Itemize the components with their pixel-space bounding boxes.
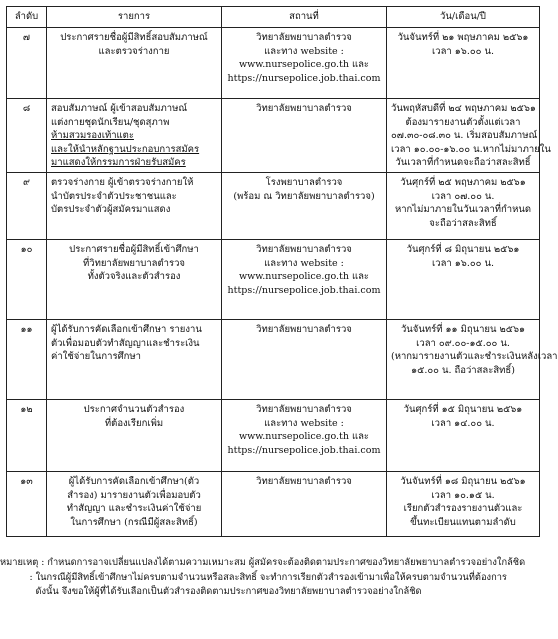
item-line: ห้ามสวมรองเท้าแตะ: [51, 130, 134, 142]
row-place: [222, 99, 387, 173]
row-number: ๑๓: [7, 472, 47, 537]
place-line: วิทยาลัยพยาบาลตำรวจ: [256, 32, 352, 43]
item-line: บัตรประจำตัวผู้สมัครมาแสดง: [51, 204, 171, 216]
date-line: เวลา ๑๐.๐๐-๑๖.๐๐ น.หากไม่มาภายใน: [391, 143, 551, 155]
date-line: (หากมารายงานตัวและชำระเงินหลังเวลา: [391, 351, 558, 363]
row-item: [47, 99, 222, 173]
item-line: ค่าใช้จ่ายในการศึกษา: [51, 351, 141, 363]
item-line: ตัวเพื่อมอบตัวทำสัญญาและชำระเงิน: [51, 337, 200, 349]
date-line: เวลา ๐๙.๐๐-๑๕.๐๐ น.: [416, 337, 510, 349]
row-item: [47, 472, 222, 537]
item-line: ทั้งตัวจริงและตัวสำรอง: [87, 271, 181, 283]
place-line: www.nursepolice.go.th และ: [238, 271, 370, 283]
schedule-table: [6, 6, 558, 537]
row-number: ๙: [7, 173, 47, 240]
date-line: วันพฤหัสบดีที่ ๒๔ พฤษภาคม ๒๕๖๑: [391, 103, 536, 114]
item-line: และให้นำหลักฐานประกอบการสมัคร: [51, 143, 200, 155]
remarks: [0, 556, 547, 600]
place-line: www.nursepolice.go.th และ: [238, 59, 370, 71]
row-item: [47, 173, 222, 240]
date-line: วันเวลาที่กำหนดจะถือว่าสละสิทธิ์: [395, 157, 531, 169]
row-place: [222, 28, 387, 99]
date-line: วันศุกร์ที่ ๘ มิถุนายน ๒๕๖๑: [406, 244, 520, 255]
place-line: https://nursepolice.job.thai.com: [227, 284, 381, 296]
date-line: เวลา ๑๔.๐๐ น.: [431, 417, 495, 429]
row-number: ๑๑: [7, 320, 47, 400]
header-date: วัน/เดือน/ปี: [387, 7, 540, 28]
row-date: [387, 173, 540, 240]
table-row: [7, 400, 540, 472]
date-line: ต้องมารายงานตัวตั้งแต่เวลา: [405, 116, 521, 128]
date-line: เวลา ๐๗.๐๐ น.: [431, 190, 495, 202]
row-date: [387, 320, 558, 400]
place-line: วิทยาลัยพยาบาลตำรวจ: [256, 324, 352, 335]
row-number: ๗: [7, 28, 47, 99]
table-row: [7, 472, 540, 537]
item-line: สำรอง) มารายงานตัวเพื่อมอบตัว: [67, 489, 201, 501]
row-number: ๑๒: [7, 400, 47, 472]
place-line: และทาง website :: [264, 257, 344, 269]
row-item: [47, 28, 222, 99]
item-line: ผู้ได้รับการคัดเลือกเข้าศึกษา รายงาน: [51, 324, 202, 335]
table-row: [7, 28, 540, 99]
table-row: [7, 240, 540, 320]
row-date: [387, 400, 540, 472]
item-line: สอบสัมภาษณ์ ผู้เข้าสอบสัมภาษณ์: [51, 103, 188, 114]
row-place: [222, 472, 387, 537]
date-line: วันศุกร์ที่ ๑๕ มิถุนายน ๒๕๖๑: [403, 404, 523, 415]
remark-line: : ในกรณีผู้มีสิทธิ์เข้าศึกษาไม่ครบตามจำนวนหรือสละสิทธิ์ จะทำการเรียกตัวสำรองเข้ามาเพื่อให้ครบตามจำนวนที่ต้องการ: [0, 571, 507, 583]
item-line: ประกาศจำนวนตัวสำรอง: [83, 404, 185, 415]
date-line: วันศุกร์ที่ ๒๕ พฤษภาคม ๒๕๖๑: [400, 177, 526, 188]
row-date: [387, 28, 540, 99]
date-line: เวลา ๑๐.๑๕ น.: [431, 489, 495, 501]
item-line: และตรวจร่างกาย: [98, 45, 170, 57]
row-place: [222, 320, 387, 400]
row-place: [222, 173, 387, 240]
row-place: [222, 240, 387, 320]
row-item: [47, 240, 222, 320]
item-line: ในการศึกษา (กรณีมีผู้สละสิทธิ์): [70, 516, 198, 528]
item-line: ผู้ได้รับการคัดเลือกเข้าศึกษา(ตัว: [68, 476, 200, 487]
date-line: วันจันทร์ที่ ๒๑ พฤษภาคม ๒๕๖๑: [397, 32, 529, 43]
date-line: เวลา ๑๖.๐๐ น.: [432, 45, 494, 57]
place-line: วิทยาลัยพยาบาลตำรวจ: [256, 476, 352, 487]
row-number: ๑๐: [7, 240, 47, 320]
item-line: แต่งกายชุดนักเรียน/ชุดสุภาพ: [51, 116, 170, 128]
place-line: (พร้อม ณ วิทยาลัยพยาบาลตำรวจ): [233, 190, 375, 202]
place-line: https://nursepolice.job.thai.com: [227, 72, 381, 84]
item-line: มาแสดงให้กรรมการฝ่ายรับสมัคร: [51, 157, 186, 169]
place-line: วิทยาลัยพยาบาลตำรวจ: [256, 244, 352, 255]
place-line: และทาง website :: [264, 417, 344, 429]
place-line: วิทยาลัยพยาบาลตำรวจ: [256, 404, 352, 415]
row-date: [387, 472, 540, 537]
row-number: ๘: [7, 99, 47, 173]
row-item: [47, 400, 222, 472]
date-line: เวลา ๑๖.๐๐ น.: [432, 257, 494, 269]
date-line: วันจันทร์ที่ ๑๑ มิถุนายน ๒๕๖๑: [400, 324, 526, 335]
table-row: [7, 320, 540, 400]
row-date: [387, 99, 551, 173]
header-place: สถานที่: [222, 7, 387, 28]
remark-line: หมายเหตุ : กำหนดการอาจเปลี่ยนแปลงได้ตามความเหมาะสม ผู้สมัครจะต้องติดตามประกาศของวิทยาลัยพยาบาลตำรวจอย่างใกล้ชิด: [0, 557, 526, 568]
place-line: https://nursepolice.job.thai.com: [227, 444, 381, 456]
item-line: ที่ต้องเรียกเพิ่ม: [104, 417, 164, 429]
date-line: ๑๕.๐๐ น. ถือว่าสละสิทธิ์): [411, 364, 515, 376]
place-line: และทาง website :: [264, 45, 344, 57]
date-line: ๐๗.๓๐-๐๘.๓๐ น. เริ่มสอบสัมภาษณ์: [391, 130, 538, 142]
place-line: โรงพยาบาลตำรวจ: [265, 177, 343, 188]
table-header-row: [7, 7, 540, 28]
row-item: [47, 320, 222, 400]
item-line: ประกาศรายชื่อผู้มีสิทธิ์สอบสัมภาษณ์: [60, 32, 208, 43]
date-line: จะถือว่าสละสิทธิ์: [429, 217, 497, 229]
row-place: [222, 400, 387, 472]
item-line: ที่วิทยาลัยพยาบาลตำรวจ: [82, 257, 185, 269]
header-no: ลำดับ: [7, 7, 47, 28]
table-row: [7, 99, 540, 173]
place-line: วิทยาลัยพยาบาลตำรวจ: [256, 103, 352, 114]
header-item: รายการ: [47, 7, 222, 28]
date-line: วันจันทร์ที่ ๑๘ มิถุนายน ๒๕๖๑: [400, 476, 526, 487]
item-line: ตรวจร่างกาย ผู้เข้าตรวจร่างกายให้: [51, 177, 194, 188]
row-date: [387, 240, 540, 320]
date-line: หากไม่มาภายในวันเวลาที่กำหนด: [394, 204, 532, 216]
item-line: ประกาศรายชื่อผู้มีสิทธิ์เข้าศึกษา: [69, 244, 199, 255]
remark-line: ดังนั้น จึงขอให้ผู้ที่ได้รับเลือกเป็นตัวสำรองติดตามประกาศของวิทยาลัยพยาบาลตำรวจอย่างใกล้ชิด: [0, 586, 422, 597]
date-line: เรียกตัวสำรองรายงานตัวและ: [403, 503, 523, 515]
item-line: นำบัตรประจำตัวประชาชนและ: [51, 190, 177, 202]
table-row: [7, 173, 540, 240]
date-line: ขึ้นทะเบียนแทนตามลำดับ: [410, 516, 516, 528]
place-line: www.nursepolice.go.th และ: [238, 431, 370, 443]
item-line: ทำสัญญา และชำระเงินค่าใช้จ่าย: [66, 503, 202, 515]
